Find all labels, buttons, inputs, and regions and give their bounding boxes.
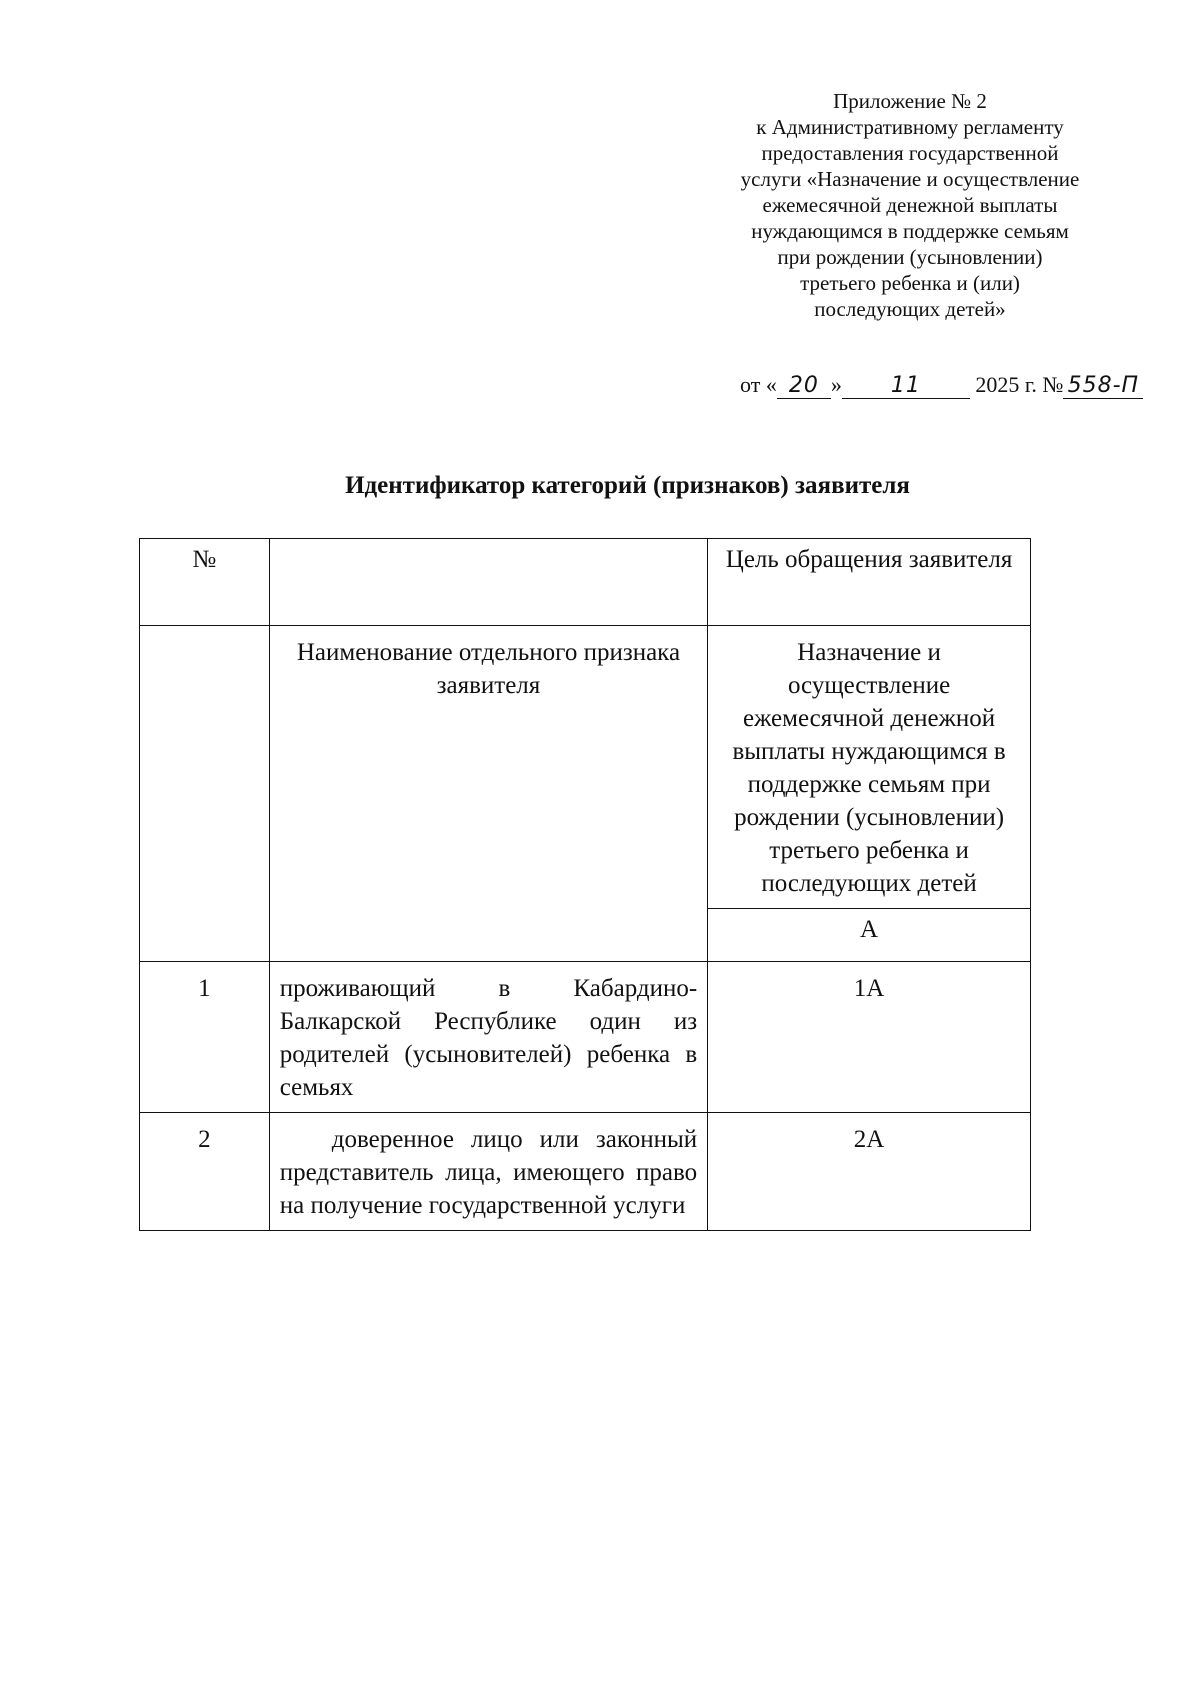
appendix-line: предоставления государственной <box>761 141 1059 165</box>
appendix-line: нуждающимся в поддержке семьям <box>751 219 1069 243</box>
handwritten-number: 558-П <box>1063 373 1143 399</box>
table-subheader-row <box>140 626 1031 909</box>
row-code-cell: 2А <box>708 1113 1031 1231</box>
appendix-line: третьего ребенка и (или) <box>800 271 1020 295</box>
table-row <box>140 962 1031 1113</box>
goal-description-cell: Назначение и осуществление ежемесячной денежной выплаты нуждающимся в поддержке семьям при рождении (усыновлении) третьего ребенка и последующих детей <box>708 626 1031 909</box>
table-header-row <box>140 539 1031 626</box>
header-number-cell: № <box>140 539 270 626</box>
appendix-line: Приложение № 2 <box>833 89 987 113</box>
row-number-cell: 2 <box>140 1113 270 1231</box>
appendix-line: последующих детей» <box>814 297 1006 321</box>
handwritten-month: 11 <box>842 373 970 399</box>
subheader-empty-number-cell <box>140 626 270 962</box>
name-header-cell: Наименование отдельного признака заявителя <box>269 626 707 962</box>
row-name-cell: доверенное лицо или законный представитель лица, имеющего право на получение государственной услуги <box>269 1113 707 1231</box>
number-label: № <box>1042 372 1064 397</box>
row-code-cell: 1А <box>708 962 1031 1113</box>
goal-code-cell: А <box>708 909 1031 962</box>
appendix-header <box>700 88 1120 322</box>
appendix-line: ежемесячной денежной выплаты <box>762 193 1058 217</box>
table-row <box>140 1113 1031 1231</box>
handwritten-day: 20 <box>777 373 831 399</box>
row-number-cell: 1 <box>140 962 270 1113</box>
applicant-categories-table <box>139 538 1031 1231</box>
document-title: Идентификатор категорий (признаков) заявителя <box>345 472 910 499</box>
date-prefix: от « <box>740 372 777 397</box>
date-year: 2025 г. <box>975 372 1037 397</box>
appendix-date-line <box>740 372 1143 399</box>
row-name-cell: проживающий в Кабардино-Балкарской Республике один из родителей (усыновителей) ребенка в семьях <box>269 962 707 1113</box>
header-empty-cell <box>269 539 707 626</box>
appendix-line: при рождении (усыновлении) <box>777 245 1043 269</box>
appendix-line: услуги «Назначение и осуществление <box>740 167 1080 191</box>
date-mid: » <box>830 372 842 397</box>
header-goal-cell: Цель обращения заявителя <box>708 539 1031 626</box>
appendix-line: к Административному регламенту <box>756 115 1064 139</box>
